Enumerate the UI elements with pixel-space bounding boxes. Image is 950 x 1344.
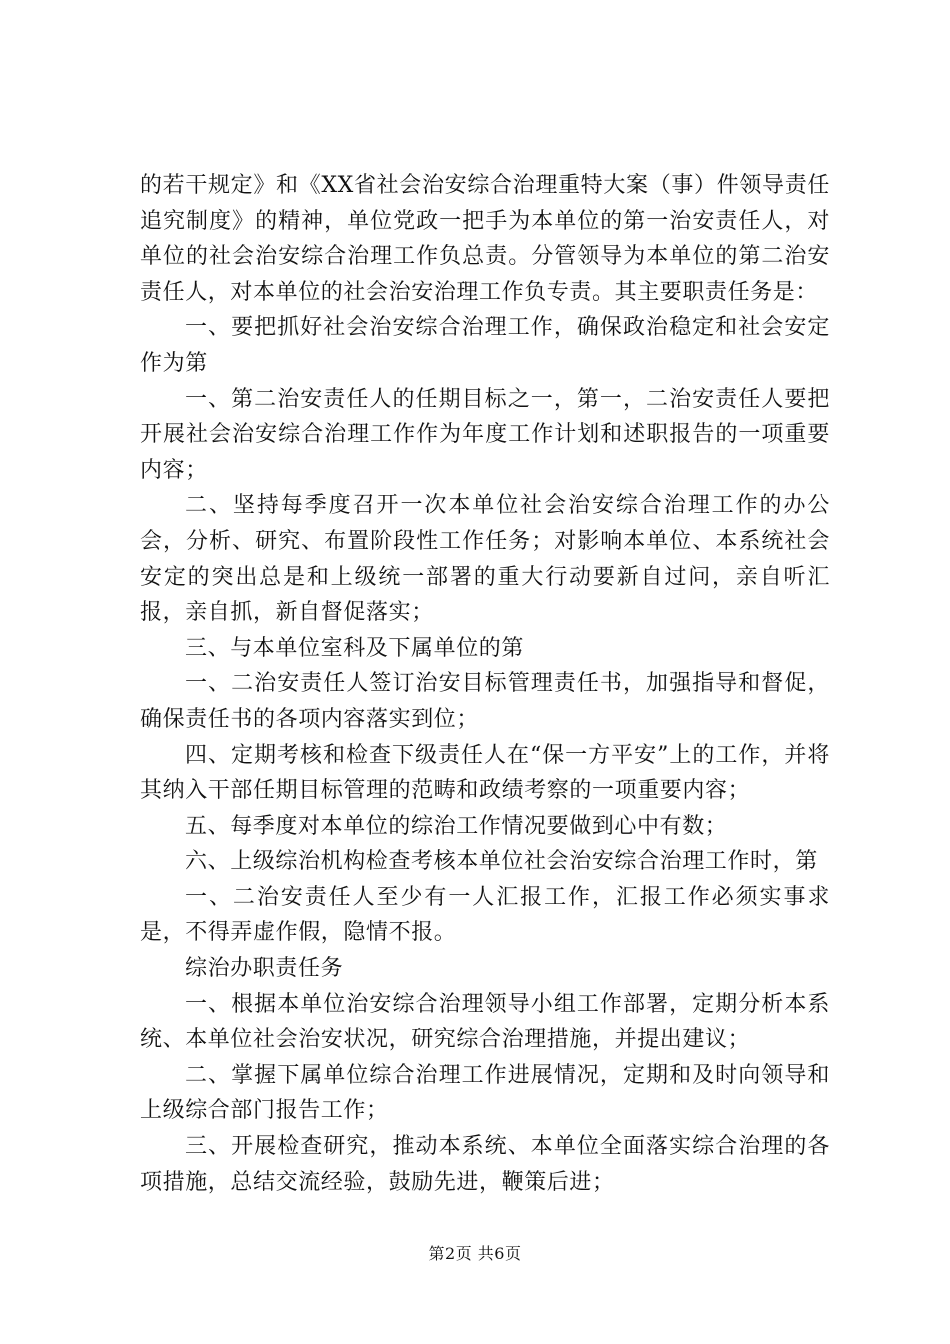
paragraph: 一、二治安责任人签订治安目标管理责任书，加强指导和督促，确保责任书的各项内容落实到位； xyxy=(140,671,830,732)
page-number-footer: 第2页 共6页 xyxy=(428,1244,522,1263)
paragraph: 二、掌握下属单位综合治理工作进展情况，定期和及时向领导和上级综合部门报告工作； xyxy=(140,1062,830,1124)
document-body xyxy=(140,168,830,1200)
paragraph: 一、第二治安责任人的任期目标之一，第一，二治安责任人要把开展社会治安综合治理工作作为年度工作计划和述职报告的一项重要内容； xyxy=(140,386,830,483)
paragraph: 三、与本单位室科及下属单位的第 xyxy=(185,635,525,661)
paragraph: 一、根据本单位治安综合治理领导小组工作部署，定期分析本系统、本单位社会治安状况，研究综合治理措施，并提出建议； xyxy=(140,991,830,1053)
paragraph: 一、要把抓好社会治安综合治理工作，确保政治稳定和社会安定作为第 xyxy=(140,315,830,376)
paragraph: 三、开展检查研究，推动本系统、本单位全面落实综合治理的各项措施，总结交流经验，鼓励先进，鞭策后进； xyxy=(140,1134,830,1195)
paragraph: 一、二治安责任人至少有一人汇报工作，汇报工作必须实事求是，不得弄虚作假，隐情不报。 xyxy=(140,884,830,946)
paragraph: 二、坚持每季度召开一次本单位社会治安综合治理工作的办公会，分析、研究、布置阶段性工作任务；对影响本单位、本系统社会安定的突出总是和上级统一部署的重大行动要新自过问，亲自听汇报，亲自抓，新自督促落实； xyxy=(140,493,830,626)
paragraph: 四、定期考核和检查下级责任人在“保一方平安”上的工作，并将其纳入干部任期目标管理的范畴和政绩考察的一项重要内容； xyxy=(140,742,830,804)
section-heading: 综治办职责任务 xyxy=(185,956,344,982)
paragraph: 的若干规定》和《XX省社会治安综合治理重特大案（事）件领导责任追究制度》的精神，单位党政一把手为本单位的第一治安责任人，对单位的社会治安综合治理工作负总责。分管领导为本单位的第二治安责任人，对本单位的社会治安治理工作负专责。其主要职责任务是： xyxy=(140,173,830,305)
paragraph: 五、每季度对本单位的综治工作情况要做到心中有数； xyxy=(185,813,728,839)
paragraph: 六、上级综治机构检查考核本单位社会治安综合治理工作时，第 xyxy=(185,849,818,875)
